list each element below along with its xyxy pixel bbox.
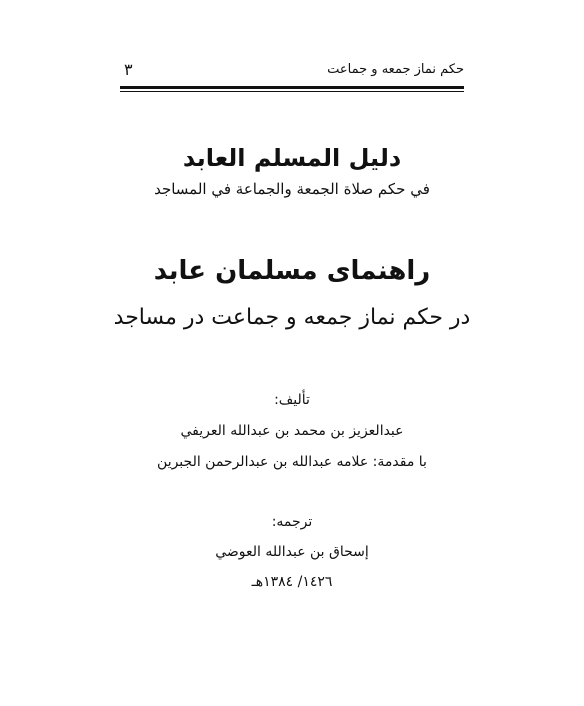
introduction-credit: با مقدمة: علامه عبدالله بن عبدالرحمن الجبرين — [157, 454, 427, 470]
publication-date: ١٤٢٦/ ١٣٨٤هـ — [251, 574, 333, 590]
author-name: عبدالعزيز بن محمد بن عبدالله العريفي — [180, 423, 404, 439]
persian-title: راهنمای مسلمان عابد — [153, 256, 431, 286]
header-rule-thick — [120, 86, 464, 89]
translator-label: ترجمه: — [271, 514, 313, 530]
header-title: حكم نماز جمعه و جماعت — [327, 62, 464, 77]
running-header — [120, 62, 464, 84]
page-number: ٣ — [124, 60, 133, 79]
translator-name: إسحاق بن عبدالله العوضي — [215, 544, 369, 560]
persian-subtitle: در حكم نماز جمعه و جماعت در مساجد — [113, 305, 471, 330]
arabic-title: دليل المسلم العابد — [182, 144, 402, 172]
author-label: تأليف: — [274, 392, 310, 408]
header-rule-thin — [120, 91, 464, 92]
arabic-subtitle: في حكم صلاة الجمعة والجماعة في المساجد — [154, 180, 430, 198]
